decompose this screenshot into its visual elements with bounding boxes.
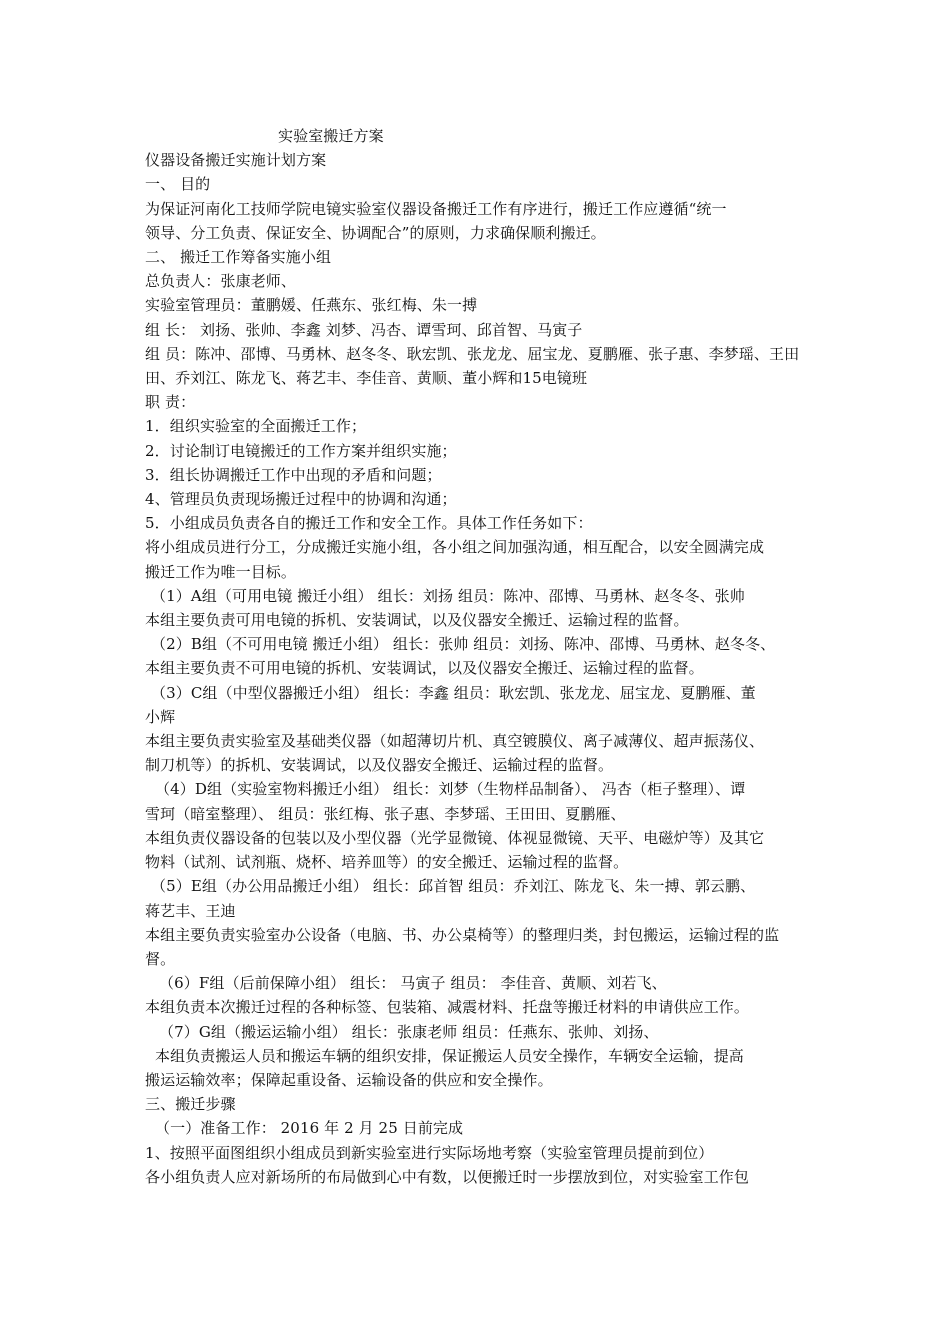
paragraph-line: 搬迁工作为唯一目标。: [145, 562, 297, 581]
paragraph-line: 各小组负责人应对新场所的布局做到心中有数，以便搬迁时一步摆放到位，对实验室工作包: [145, 1167, 750, 1186]
group-line: （5）E组（办公用品搬迁小组） 组长：邱首智 组员：乔刘江、陈龙飞、朱一搏、郭云鹏、: [151, 877, 756, 896]
paragraph-line: 本组主要负责实验室办公设备（电脑、书、办公桌椅等）的整理归类，封包搬运，运输过程的监: [145, 925, 780, 944]
group-line: （6）F组（后前保障小组） 组长： 马寅子 组员： 李佳音、黄顺、刘若飞、: [159, 974, 667, 993]
group-line: （3）C组（中型仪器搬迁小组） 组长：李鑫 组员：耿宏凯、张龙龙、屈宝龙、夏鹏雁、董: [151, 683, 756, 702]
document-subtitle: 仪器设备搬迁实施计划方案: [145, 151, 327, 170]
paragraph-line: 本组负责本次搬迁过程的各种标签、包装箱、减震材料、托盘等搬迁材料的申请供应工作。: [145, 998, 750, 1017]
section-heading-team: 二、 搬迁工作筹备实施小组: [145, 248, 332, 267]
paragraph-line: 为保证河南化工技师学院电镜实验室仪器设备搬迁工作有序进行，搬迁工作应遵循“统一: [145, 199, 727, 218]
paragraph-line: 蒋艺丰、王迪: [145, 901, 236, 920]
paragraph-line: 本组负责仪器设备的包装以及小型仪器（光学显微镜、体视显微镜、天平、电磁炉等）及其它: [145, 828, 765, 847]
paragraph-line: 制刀机等）的拆机、安装调试，以及仪器安全搬迁、运输过程的监督。: [145, 756, 614, 775]
paragraph-line: 领导、分工负责、保证安全、协调配合”的原则，力求确保顺利搬迁。: [145, 223, 606, 242]
list-item: 2．讨论制订电镜搬迁的工作方案并组织实施；: [145, 441, 457, 460]
paragraph-line: 物料（试剂、试剂瓶、烧杯、培养皿等）的安全搬迁、运输过程的监督。: [145, 853, 629, 872]
paragraph-line: 总负责人：张康老师、: [145, 272, 297, 291]
document-title: 实验室搬迁方案: [278, 127, 384, 145]
paragraph-line: 实验室管理员：董鹏媛、任燕东、张红梅、朱一搏: [145, 296, 478, 315]
paragraph-line: 职 责：: [145, 393, 196, 412]
list-item: 5．小组成员负责各自的搬迁工作和安全工作。具体工作任务如下：: [145, 514, 593, 533]
paragraph-line: 组 长： 刘扬、张帅、李鑫 刘梦、冯杏、谭雪珂、邱首智、马寅子: [145, 320, 583, 339]
paragraph-line: 本组主要负责不可用电镜的拆机、安装调试，以及仪器安全搬迁、运输过程的监督。: [145, 659, 704, 678]
paragraph-line: 本组主要负责可用电镜的拆机、安装调试，以及仪器安全搬迁、运输过程的监督。: [145, 611, 689, 630]
group-line: （7）G组（搬运运输小组） 组长：张康老师 组员：任燕东、张帅、刘扬、: [159, 1022, 659, 1041]
list-item: 4、管理员负责现场搬迁过程中的协调和沟通；: [145, 490, 457, 509]
paragraph-line: 搬运运输效率；保障起重设备、运输设备的供应和安全操作。: [145, 1070, 553, 1089]
list-item: 1．组织实验室的全面搬迁工作；: [145, 417, 367, 436]
list-item: 1、按照平面图组织小组成员到新实验室进行实际场地考察（实验室管理员提前到位）: [145, 1143, 714, 1162]
paragraph-line: 组 员：陈冲、邵博、马勇林、赵冬冬、耿宏凯、张龙龙、屈宝龙、夏鹏雁、张子惠、李梦瑶、王田: [145, 344, 800, 363]
list-item: 3．组长协调搬迁工作中出现的矛盾和问题；: [145, 465, 442, 484]
paragraph-line: 小辉: [145, 707, 176, 726]
section-heading-steps: 三、搬迁步骤: [145, 1095, 236, 1114]
paragraph-line: 本组负责搬运人员和搬运车辆的组织安排，保证搬运人员安全操作，车辆安全运输，提高: [155, 1046, 744, 1065]
group-line: （4）D组（实验室物料搬迁小组） 组长：刘梦（生物样品制备）、 冯杏（柜子整理）、谭: [155, 780, 746, 799]
document-body: [145, 124, 817, 1189]
paragraph-line: 将小组成员进行分工，分成搬迁实施小组，各小组之间加强沟通，相互配合，以安全圆满完成: [145, 538, 765, 557]
paragraph-line: 督。: [145, 949, 176, 968]
paragraph-line: 田、乔刘江、陈龙飞、蒋艺丰、李佳音、黄顺、董小辉和15电镜班: [145, 369, 588, 388]
group-line: （2）B组（不可用电镜 搬迁小组） 组长：张帅 组员：刘扬、陈冲、邵博、马勇林、赵冬冬、: [151, 635, 776, 654]
section-heading-purpose: 一、 目的: [145, 175, 211, 194]
paragraph-line: 本组主要负责实验室及基础类仪器（如超薄切片机、真空镀膜仪、离子减薄仪、超声振荡仪、: [145, 732, 765, 751]
group-line: （1）A组（可用电镜 搬迁小组） 组长：刘扬 组员：陈冲、邵博、马勇林、赵冬冬、张帅: [151, 586, 745, 605]
subsection-heading: （一）准备工作： 2016 年 2 月 25 日前完成: [155, 1119, 464, 1138]
paragraph-line: 雪珂（暗室整理）、 组员：张红梅、张子惠、李梦瑶、王田田、夏鹏雁、: [145, 804, 626, 823]
